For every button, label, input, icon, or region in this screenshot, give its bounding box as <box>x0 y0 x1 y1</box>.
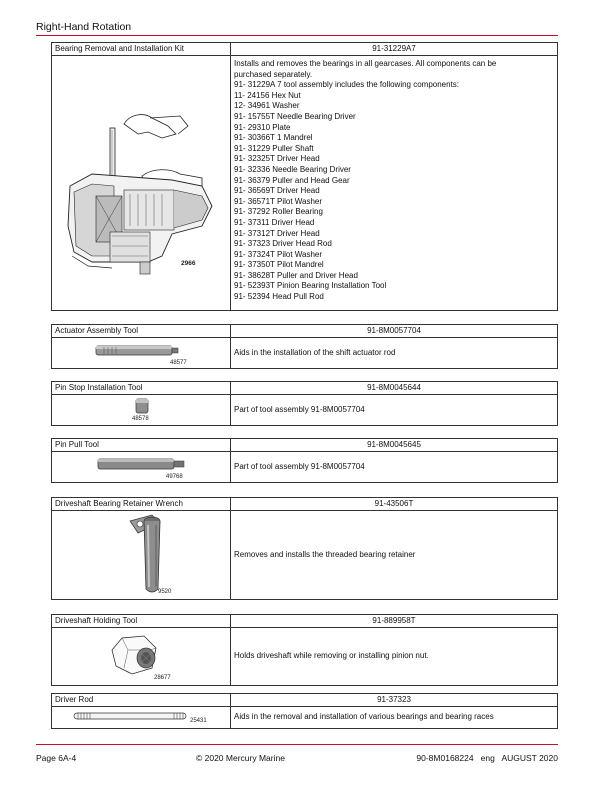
component-item: 91- 37311 Driver Head <box>234 217 315 227</box>
pin-pull-tool-illustration <box>52 452 230 482</box>
tool-name: Driveshaft Bearing Retainer Wrench <box>52 498 231 511</box>
component-item: 91- 36571T Pilot Washer <box>234 196 323 206</box>
tool-description <box>231 56 558 311</box>
tool-part-number: 91-8M0045645 <box>231 439 558 452</box>
tool-part-number: 91-8M0045644 <box>231 382 558 395</box>
component-item: 91- 15755T Needle Bearing Driver <box>234 111 356 121</box>
tool-image-cell <box>52 707 231 729</box>
component-item: 91- 52394 Head Pull Rod <box>234 292 324 302</box>
tool-image-cell <box>52 395 231 426</box>
tool-table-actuator <box>51 324 558 369</box>
tool-description: Aids in the removal and installation of various bearings and bearing races <box>231 707 558 729</box>
tool-table-pin-pull <box>51 438 558 483</box>
tool-table-pin-stop <box>51 381 558 426</box>
component-item: 91- 52393T Pinion Bearing Installation Tool <box>234 281 387 291</box>
component-item: 91- 37350T Pilot Mandrel <box>234 260 324 270</box>
component-item: 91- 32336 Needle Bearing Driver <box>234 164 351 174</box>
tool-part-number: 91-889958T <box>231 615 558 628</box>
component-item: 91- 37324T Pilot Washer <box>234 249 323 259</box>
tool-description: Part of tool assembly 91-8M0057704 <box>231 452 558 483</box>
bearing-kit-illustration <box>52 56 230 310</box>
description-line: Installs and removes the bearings in all gearcases. All components can be <box>234 59 497 68</box>
component-item: 91- 32325T Driver Head <box>234 154 320 164</box>
tool-description: Removes and installs the threaded bearing retainer <box>231 511 558 600</box>
description-line: purchased separately. <box>234 69 313 79</box>
description-line: 91- 31229A 7 tool assembly includes the following components: <box>234 80 460 90</box>
tool-name: Actuator Assembly Tool <box>52 325 231 338</box>
tool-image-cell <box>52 56 231 311</box>
tool-name: Bearing Removal and Installation Kit <box>52 43 231 56</box>
image-number: 2966 <box>181 260 196 267</box>
tool-name: Driver Rod <box>52 694 231 707</box>
header-rule <box>36 35 558 36</box>
tool-table-driver-rod <box>51 693 558 729</box>
component-item: 12- 34961 Washer <box>234 101 300 111</box>
image-number: 49768 <box>166 474 183 480</box>
component-item: 91- 37292 Roller Bearing <box>234 207 323 217</box>
image-number: 48578 <box>132 416 149 422</box>
image-number: 28677 <box>154 675 171 681</box>
tool-table-bearing-kit <box>51 42 558 311</box>
component-item: 91- 36569T Driver Head <box>234 186 320 196</box>
tool-image-cell <box>52 628 231 686</box>
holding-tool-illustration <box>52 628 230 685</box>
tool-description: Part of tool assembly 91-8M0057704 <box>231 395 558 426</box>
component-item: 91- 38628T Puller and Driver Head <box>234 270 358 280</box>
tool-description: Aids in the installation of the shift actuator rod <box>231 338 558 369</box>
tool-name: Driveshaft Holding Tool <box>52 615 231 628</box>
image-number: 48577 <box>170 360 187 366</box>
footer-copyright: © 2020 Mercury Marine <box>196 753 285 763</box>
component-item: 91- 31229 Puller Shaft <box>234 143 314 153</box>
tool-name: Pin Stop Installation Tool <box>52 382 231 395</box>
component-item: 91- 37312T Driver Head <box>234 228 320 238</box>
tool-table-retainer-wrench <box>51 497 558 600</box>
section-title: Right-Hand Rotation <box>36 21 132 33</box>
tool-name: Pin Pull Tool <box>52 439 231 452</box>
component-item: 11- 24156 Hex Nut <box>234 90 301 100</box>
tool-table-holding-tool <box>51 614 558 686</box>
tool-image-cell <box>52 452 231 483</box>
tool-part-number: 91-37323 <box>231 694 558 707</box>
image-number: 9520 <box>158 589 172 595</box>
retainer-wrench-illustration <box>52 511 230 599</box>
component-item: 91- 36379 Puller and Head Gear <box>234 175 350 185</box>
footer-rule <box>36 744 558 745</box>
footer-page-number: Page 6A-4 <box>36 753 77 763</box>
component-item: 91- 37323 Driver Head Rod <box>234 239 332 249</box>
tool-part-number: 91-8M0057704 <box>231 325 558 338</box>
actuator-tool-illustration <box>52 338 230 368</box>
footer-document-id: 90-8M0168224 eng AUGUST 2020 <box>416 753 558 763</box>
component-item: 91- 30366T 1 Mandrel <box>234 133 313 143</box>
tool-image-cell <box>52 511 231 600</box>
tool-description: Holds driveshaft while removing or installing pinion nut. <box>231 628 558 686</box>
component-item: 91- 29310 Plate <box>234 122 291 132</box>
tool-part-number: 91-31229A7 <box>231 43 558 56</box>
image-number: 25431 <box>190 718 207 724</box>
tool-image-cell <box>52 338 231 369</box>
tool-part-number: 91-43506T <box>231 498 558 511</box>
